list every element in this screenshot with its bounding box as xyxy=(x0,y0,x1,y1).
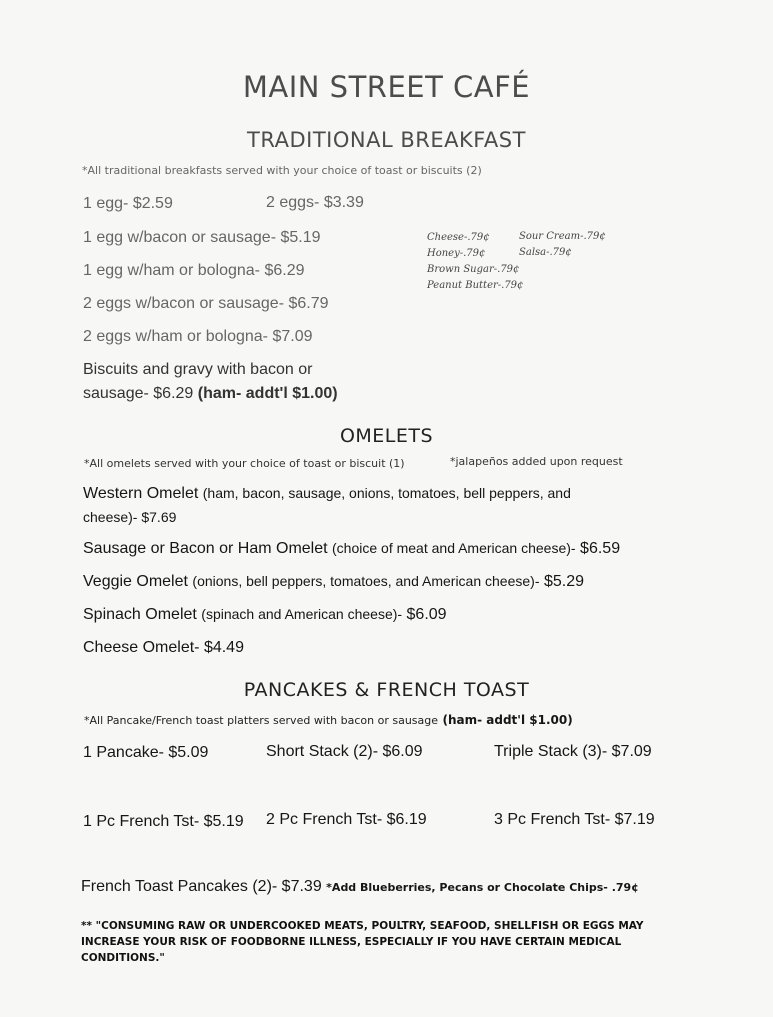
menu-item: Biscuits and gravy with bacon or xyxy=(83,361,313,378)
pancakes-heading: PANCAKES & FRENCH TOAST xyxy=(243,679,530,701)
french-toast-item: 3 Pc French Tst- $7.19 xyxy=(494,811,655,828)
biscuits-price: sausage- $6.29 xyxy=(83,385,194,402)
menu-item: 1 egg w/ham or bologna- $6.29 xyxy=(83,262,305,279)
omelet-name: Spinach Omelet xyxy=(83,606,197,623)
omelet-item xyxy=(83,540,620,558)
biscuits-addon: (ham- addt'l $1.00) xyxy=(197,385,338,402)
french-toast-item: 1 Pc French Tst- $5.19 xyxy=(83,813,244,830)
pancake-item: 1 Pancake- $5.09 xyxy=(83,744,209,761)
omelet-desc: (ham, bacon, sausage, onions, tomatoes, bell peppers, and xyxy=(202,485,571,501)
omelet-name: Veggie Omelet xyxy=(83,573,188,590)
omelet-name: Sausage or Bacon or Ham Omelet xyxy=(83,540,328,557)
omelet-item: Cheese Omelet- $4.49 xyxy=(83,639,244,656)
pancake-item: Short Stack (2)- $6.09 xyxy=(266,743,423,760)
omelet-desc: (spinach and American cheese)- xyxy=(201,606,403,622)
omelet-price: $6.09 xyxy=(406,606,447,623)
page-title: MAIN STREET CAFÉ xyxy=(242,70,531,104)
omelet-name: Western Omelet xyxy=(83,485,199,502)
omelets-note: *All omelets served with your choice of toast or biscuit (1) xyxy=(84,457,405,470)
omelet-item xyxy=(83,606,447,624)
addon-item: Honey-.79¢ xyxy=(427,248,486,259)
omelet-price: $5.29 xyxy=(543,573,584,590)
menu-item: 2 eggs w/bacon or sausage- $6.79 xyxy=(83,295,329,312)
ftp-addon: *Add Blueberries, Pecans or Chocolate Chips- .79¢ xyxy=(326,881,639,894)
omelet-desc: (choice of meat and American cheese)- xyxy=(332,540,576,556)
food-safety-warning: ** "CONSUMING RAW OR UNDERCOOKED MEATS, POULTRY, SEAFOOD, SHELLFISH OR EGGS MAY INCREASE YOUR RISK OF FOODBORNE ILLNESS, ESPECIALLY IF YOU HAVE CERTAIN MEDICAL CONDITIONS." xyxy=(81,920,644,964)
ftp-item xyxy=(81,878,639,896)
addon-item: Peanut Butter-.79¢ xyxy=(427,280,524,291)
menu-item: 1 egg- $2.59 xyxy=(83,195,173,212)
menu-item: 1 egg w/bacon or sausage- $5.19 xyxy=(83,229,321,246)
pancakes-note: *All Pancake/French toast platters served with bacon or sausage xyxy=(84,714,439,727)
omelet-item xyxy=(83,485,571,503)
menu-item: 2 eggs w/ham or bologna- $7.09 xyxy=(83,328,313,345)
omelet-price: $6.59 xyxy=(580,540,621,557)
breakfast-heading: TRADITIONAL BREAKFAST xyxy=(247,128,526,152)
breakfast-note: *All traditional breakfasts served with your choice of toast or biscuits (2) xyxy=(82,164,482,177)
addon-item: Cheese-.79¢ xyxy=(427,232,490,243)
menu-item xyxy=(83,385,338,403)
addon-item: Brown Sugar-.79¢ xyxy=(427,264,520,275)
addon-item: Salsa-.79¢ xyxy=(519,247,572,258)
omelet-item xyxy=(83,573,584,591)
pancakes-note-line xyxy=(84,711,573,729)
menu-item: 2 eggs- $3.39 xyxy=(266,194,364,211)
omelet-item-cont xyxy=(83,509,176,525)
ftp-price: French Toast Pancakes (2)- $7.39 xyxy=(81,878,322,895)
jalapeno-note: *jalapeños added upon request xyxy=(450,455,623,468)
omelets-heading: OMELETS xyxy=(339,425,434,447)
french-toast-item: 2 Pc French Tst- $6.19 xyxy=(266,811,427,828)
omelet-desc: (onions, bell peppers, tomatoes, and American cheese)- xyxy=(192,573,540,589)
pancakes-note-addon: (ham- addt'l $1.00) xyxy=(442,713,573,727)
pancake-item: Triple Stack (3)- $7.09 xyxy=(494,743,652,760)
addon-item: Sour Cream-.79¢ xyxy=(519,231,606,242)
omelet-price: cheese)- $7.69 xyxy=(83,509,177,525)
